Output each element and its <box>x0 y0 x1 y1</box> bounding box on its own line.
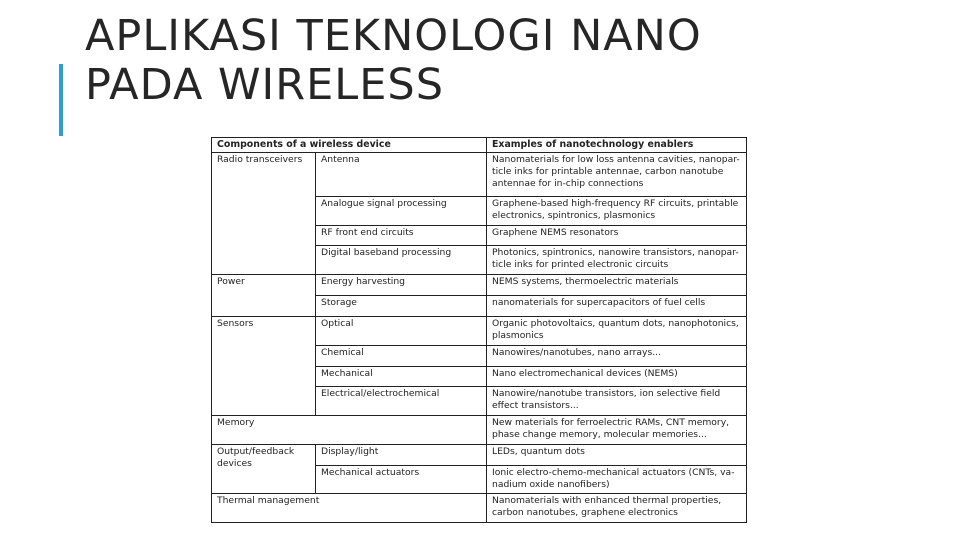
component-cell: Optical <box>316 316 487 345</box>
table-row <box>212 274 747 295</box>
component-cell: Antenna <box>316 153 487 197</box>
component-cell: Electrical/electrochemical <box>316 387 487 415</box>
enabler-cell: Nanowires/nanotubes, nano arrays... <box>487 345 747 366</box>
slide-title-line-1: APLIKASI TEKNOLOGI NANO <box>85 11 702 61</box>
component-cell: RF front end circuits <box>316 225 487 245</box>
enabler-cell: nanomaterials for supercapacitors of fuel cells <box>487 295 747 316</box>
enabler-cell: Graphene NEMS resonators <box>487 225 747 245</box>
enabler-cell: Organic photovoltaics, quantum dots, nanophotonics, plasmonics <box>487 316 747 345</box>
component-cell: Storage <box>316 295 487 316</box>
group-cell-output: Output/feedback devices <box>212 444 316 493</box>
component-cell: Mechanical actuators <box>316 465 487 493</box>
enabler-cell: New materials for ferroelectric RAMs, CNT memory, phase change memory, molecular memories... <box>487 415 747 444</box>
enabler-cell: Graphene-based high-frequency RF circuits, printable electronics, spintronics, plasmonics <box>487 196 747 225</box>
group-cell-sensors: Sensors <box>212 316 316 415</box>
enabler-cell: LEDs, quantum dots <box>487 444 747 465</box>
table-row <box>212 493 747 522</box>
enabler-cell: Nano electromechanical devices (NEMS) <box>487 366 747 387</box>
component-cell: Display/light <box>316 444 487 465</box>
table-row <box>212 316 747 345</box>
component-cell: Digital baseband processing <box>316 245 487 274</box>
header-enablers: Examples of nanotechnology enablers <box>487 138 747 153</box>
slide-title <box>85 12 702 110</box>
component-cell: Analogue signal processing <box>316 196 487 225</box>
component-cell: Energy harvesting <box>316 274 487 295</box>
enabler-cell: NEMS systems, thermoelectric materials <box>487 274 747 295</box>
slide-title-line-2: PADA WIRELESS <box>85 60 444 110</box>
accent-bar <box>59 64 63 136</box>
nanotech-table-container <box>211 137 746 523</box>
group-cell-power: Power <box>212 274 316 316</box>
table-row <box>212 415 747 444</box>
header-components: Components of a wireless device <box>212 138 487 153</box>
group-cell-thermal: Thermal management <box>212 493 487 522</box>
table-header-row <box>212 138 747 153</box>
component-cell: Mechanical <box>316 366 487 387</box>
table-row <box>212 444 747 465</box>
nanotech-table <box>211 137 747 523</box>
enabler-cell: Photonics, spintronics, nanowire transistors, nanopar-ticle inks for printed electronic circuits <box>487 245 747 274</box>
component-cell: Chemical <box>316 345 487 366</box>
enabler-cell: Nanomaterials with enhanced thermal properties, carbon nanotubes, graphene electronics <box>487 493 747 522</box>
table-row <box>212 153 747 197</box>
enabler-cell: Nanowire/nanotube transistors, ion selective field effect transistors... <box>487 387 747 415</box>
enabler-cell: Nanomaterials for low loss antenna cavities, nanopar-ticle inks for printable antennae, carbon nanotube antennae for in-chip connections <box>487 153 747 197</box>
group-cell-radio: Radio transceivers <box>212 153 316 275</box>
enabler-cell: Ionic electro-chemo-mechanical actuators (CNTs, va-nadium oxide nanofibers) <box>487 465 747 493</box>
group-cell-memory: Memory <box>212 415 487 444</box>
